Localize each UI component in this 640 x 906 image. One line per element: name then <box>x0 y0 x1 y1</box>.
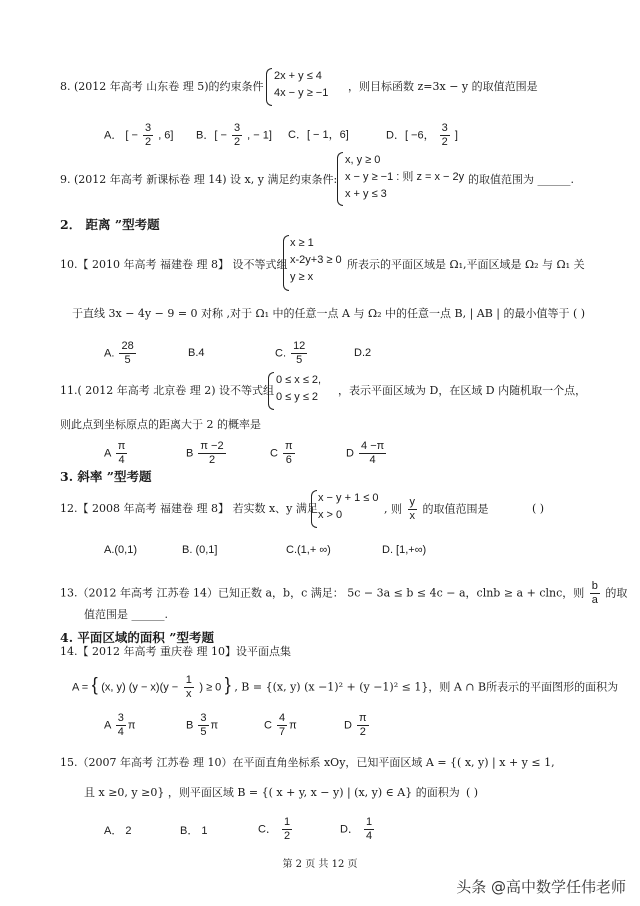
q14-c-label: C <box>264 719 272 732</box>
q12-system <box>318 490 378 524</box>
q11-ineq-2: 0 ≤ y ≤ 2 <box>276 391 319 403</box>
q8-option-d <box>386 122 458 149</box>
section-4-heading: 4. 平面区域的面积 ”型考题 <box>60 630 214 645</box>
q14-set-a-label: A = <box>72 681 89 694</box>
den: 2 <box>233 136 241 148</box>
q12-yx-frac <box>408 496 418 523</box>
watermark: 头条 @高中数学任伟老师 <box>456 878 626 896</box>
q14-set-a-tail: ) ≥ 0 <box>199 681 222 694</box>
q12-prefix: 12.【 2008 年高考 福建卷 理 8】 若实数 x、y 满足 <box>60 502 318 515</box>
q10-c-label: C. <box>275 347 286 360</box>
q14-set-a-close: } <box>224 674 231 695</box>
q8-d-frac <box>440 122 450 149</box>
q11-system <box>276 372 321 406</box>
q11-ineq-1: 0 ≤ x ≤ 2, <box>276 374 322 386</box>
num: π −2 <box>200 440 224 452</box>
den: x <box>409 510 415 522</box>
q11-a-label: A <box>104 447 111 460</box>
q10-option-c <box>275 340 309 367</box>
den: 5 <box>124 354 131 366</box>
den: 2 <box>284 830 291 842</box>
q10-prefix: 10.【 2010 年高考 福建卷 理 8】 设不等式组 <box>60 258 288 271</box>
q11-option-c <box>270 440 297 467</box>
q14-b-pi: π <box>210 719 219 732</box>
den: 2 <box>145 136 152 148</box>
q11-d-label: D <box>346 447 354 460</box>
q10-c-frac <box>291 340 307 367</box>
q14-option-a <box>104 712 136 739</box>
q9-ineq-1: x, y ≥ 0 <box>345 154 381 166</box>
q9-ineq-3: x + y ≤ 3 <box>345 188 387 200</box>
q11-b-label: B <box>186 447 194 460</box>
q9-brace <box>337 152 343 206</box>
q15-option-c <box>258 816 294 843</box>
q8-d-tail: ] <box>454 129 458 142</box>
q13-ba-frac <box>590 580 600 607</box>
q13-text <box>60 580 627 607</box>
q8-b-label: B．[ − <box>196 129 227 142</box>
q11-prefix: 11.( 2012 年高考 北京卷 理 2) 设不等式组 <box>60 384 275 397</box>
q8-a-tail: , 6] <box>158 129 174 142</box>
q14-b-frac <box>198 712 208 739</box>
q11-option-d <box>346 440 388 467</box>
q11-c-label: C <box>270 447 278 460</box>
q15-option-a: A． 2 <box>104 825 132 837</box>
q10-option-a <box>104 340 138 367</box>
num: 3 <box>200 712 207 724</box>
q8-a-label: A． [ − <box>104 129 138 142</box>
q11-b-frac <box>198 440 225 467</box>
q12-paren: ( ) <box>532 502 545 515</box>
section-2-heading: 2． 距离 ”型考题 <box>60 217 160 232</box>
q10-ineq-3: y ≥ x <box>290 271 314 283</box>
section-3-heading: 3. 斜率 ”型考题 <box>60 469 152 484</box>
q8-option-c: C．[ − 1，6] <box>288 129 349 141</box>
q9-prefix: 9. (2012 年高考 新课标卷 理 14) 设 x, y 满足约束条件: <box>60 173 338 186</box>
q8-option-b <box>196 122 272 149</box>
q14-d-label: D <box>344 719 352 732</box>
q11-d-frac <box>359 440 386 467</box>
num: 3 <box>441 122 448 134</box>
q12-range: 的取值范围是 <box>422 502 489 516</box>
q14-set-b: , B = {(x, y) (x −1)² + (y −1)² ≤ 1}，则 A ∩ B所表示的平面图形的面积为 <box>234 680 619 694</box>
q10-system <box>290 235 342 286</box>
q12-option-a: A.(0,1) <box>104 544 138 556</box>
q12-brace <box>311 490 317 528</box>
q10-suffix: 所表示的平面区域是 Ω₁,平面区域是 Ω₂ 与 Ω₁ 关 <box>347 258 585 271</box>
den: 4 <box>118 454 125 466</box>
num: 28 <box>121 340 134 352</box>
q13-tail: 的取 <box>605 586 628 600</box>
q10-a-frac <box>119 340 135 367</box>
q8-prefix: 8. (2012 年高考 山东卷 理 5)的约束条件 <box>60 80 264 93</box>
den: 2 <box>441 136 448 148</box>
den: x <box>186 688 192 700</box>
q8-a-frac <box>143 122 153 149</box>
q9-system <box>345 152 464 203</box>
q14-line1: 14.【 2012 年高考 重庆卷 理 10】设平面点集 <box>60 645 291 658</box>
q15-paren: ( ) <box>466 786 479 799</box>
q14-d-frac <box>357 712 369 739</box>
q11-line2: 则此点到坐标原点的距离大于 2 的概率是 <box>60 418 261 431</box>
num: 3 <box>145 122 152 134</box>
num: π <box>117 440 126 452</box>
q11-option-a <box>104 440 129 467</box>
q8-d-label: D．[ −6， <box>386 129 435 142</box>
num: 4 −π <box>361 440 385 452</box>
q15-d-frac <box>364 816 374 843</box>
q14-c-frac <box>277 712 287 739</box>
num: 3 <box>233 122 241 134</box>
q10-option-d: D.2 <box>354 347 372 359</box>
q13-line2: 值范围是 ______. <box>84 608 168 621</box>
q8-ineq-1: 2x + y ≤ 4 <box>274 70 322 82</box>
q8-brace <box>266 68 272 106</box>
num: 4 <box>279 712 286 724</box>
q15-c-frac <box>282 816 292 843</box>
den: 2 <box>208 454 216 466</box>
page-footer: 第 2 页 共 12 页 <box>282 859 358 870</box>
q14-set-a-frac <box>184 674 194 701</box>
num: 1 <box>284 816 291 828</box>
q14-sets <box>72 674 618 701</box>
q12-option-c: C.(1,+ ∞) <box>286 544 331 556</box>
den: 4 <box>117 726 124 738</box>
q12-suffix <box>384 496 489 523</box>
num: 1 <box>366 816 373 828</box>
den: 4 <box>369 454 376 466</box>
den: 5 <box>200 726 207 738</box>
q13-stem: 13.（2012 年高考 江苏卷 14）已知正数 a，b，c 满足： 5c − 3a ≤ b ≤ 4c − a，clnb ≥ a + clnc，则 <box>60 586 585 600</box>
q14-set-a-open: { <box>91 674 98 695</box>
q14-option-d <box>344 712 371 739</box>
q14-set-a-body: (x, y) (y − x)(y − <box>101 681 179 694</box>
q8-ineq-2: 4x − y ≥ −1 <box>274 87 329 99</box>
q11-a-frac <box>116 440 128 467</box>
den: 6 <box>285 454 292 466</box>
q10-ineq-1: x ≥ 1 <box>290 237 314 249</box>
q10-brace <box>283 235 289 291</box>
q10-line2: 于直线 3x − 4y − 9 = 0 对称 ,对于 Ω₁ 中的任意一点 A 与 Ω₂ 中的任意一点 B, | AB | 的最小值等于 ( ) <box>72 307 586 320</box>
q12-ineq-1: x − y + 1 ≤ 0 <box>318 492 379 504</box>
num: π <box>285 440 293 452</box>
q14-a-pi: π <box>127 719 136 732</box>
q8-suffix: ，则目标函数 z=3x − y 的取值范围是 <box>348 80 538 93</box>
q10-a-label: A. <box>104 347 115 360</box>
q8-b-frac <box>232 122 242 149</box>
q12-option-d: D. [1,+∞) <box>382 544 427 556</box>
q8-option-a <box>104 122 173 149</box>
q11-c-frac <box>283 440 295 467</box>
q12-then: , 则 <box>384 502 402 516</box>
num: 12 <box>293 340 306 352</box>
q10-option-b: B.4 <box>188 347 205 359</box>
q14-a-label: A <box>104 719 111 732</box>
num: y <box>409 496 415 508</box>
num: 1 <box>185 674 192 686</box>
q15-line1: 15.（2007 年高考 江苏卷 理 10）在平面直角坐标系 xOy，已知平面区域 A = {( x, y) | x + y ≤ 1, <box>60 756 555 769</box>
q9-ineq-2: x − y ≥ −1 : 则 z = x − 2y <box>345 171 465 183</box>
den: 2 <box>359 726 366 738</box>
q11-option-b <box>186 440 228 467</box>
q15-option-b: B． 1 <box>180 825 208 837</box>
q12-option-b: B. (0,1] <box>182 544 218 556</box>
num: π <box>359 712 367 724</box>
q8-system <box>274 68 328 102</box>
q12-ineq-2: x > 0 <box>318 509 343 521</box>
q10-ineq-2: x-2y+3 ≥ 0 <box>290 254 342 266</box>
num: b <box>591 580 598 592</box>
q15-c-label: C． <box>258 823 277 836</box>
den: 5 <box>296 354 303 366</box>
q11-suffix: ，表示平面区域为 D，在区域 D 内随机取一个点， <box>338 384 587 397</box>
den: 7 <box>279 726 286 738</box>
q14-a-frac <box>116 712 126 739</box>
q14-option-c <box>264 712 297 739</box>
q15-option-d <box>340 816 376 843</box>
q14-option-b <box>186 712 218 739</box>
q9-suffix: 的取值范围为 ______. <box>468 173 574 186</box>
den: a <box>591 594 598 606</box>
q14-c-pi: π <box>289 719 297 732</box>
q8-b-tail: , − 1] <box>247 129 272 142</box>
den: 4 <box>366 830 373 842</box>
q15-d-label: D． <box>340 823 359 836</box>
q11-brace <box>268 372 274 410</box>
q15-line2: 且 x ≥0, y ≥0} ，则平面区域 B = {( x + y, x − y) | (x, y) ∈ A} 的面积为 <box>84 786 460 799</box>
q14-b-label: B <box>186 719 194 732</box>
num: 3 <box>117 712 124 724</box>
